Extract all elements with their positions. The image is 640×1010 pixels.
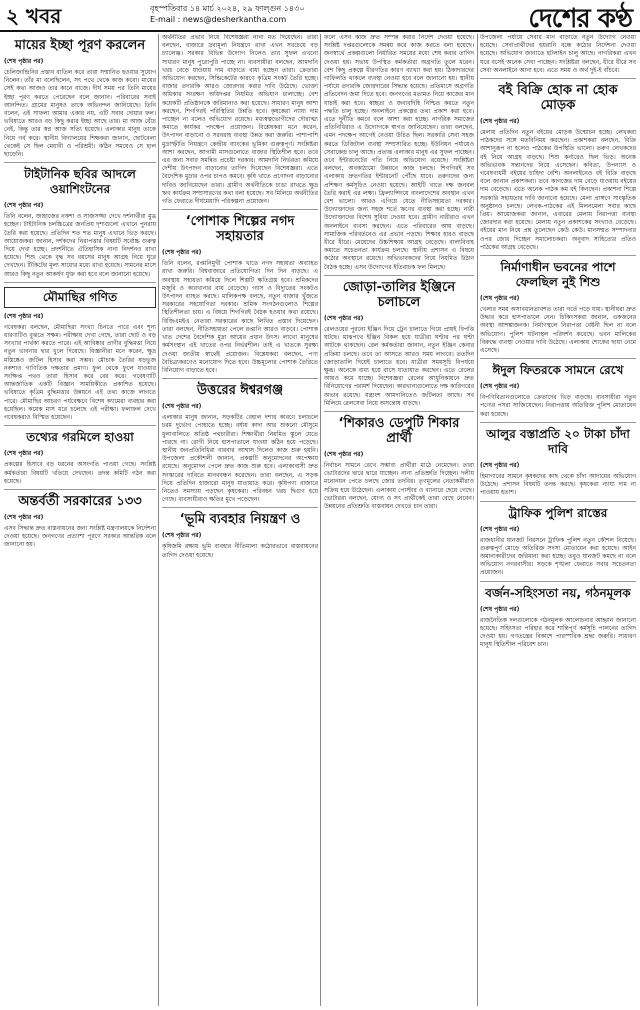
masthead-meta	[150, 3, 305, 25]
article-separator	[162, 209, 318, 210]
article-body: রাজধানীর যানজট নিরসনে ট্রাফিক পুলিশ নতুন কৌশল নিয়েছে। গুরুত্বপূর্ণ মোড়ে অতিরিক্ত সদস্য মোতায়েন করা হয়েছে। আইন অমান্যকারীদের জরিমানা করা হচ্ছে। তবুও যানজট কমছে না বলে অভিযোগ নগরবাসীর। সড়কে শৃঙ্খলা ফেরাতে সবার সচেতনতা প্রয়োজন।	[480, 536, 636, 577]
article-headline: নির্মাণাধীন ভবনের পাশে ফেলছিল নুই শিশু	[500, 260, 616, 290]
column-divider	[477, 34, 478, 1006]
article-body: রাজনৈতিক দলগুলোকে গঠনমূলক আলোচনার আহ্বান জানানো হয়েছে। সহিংসতা পরিহার করে শান্তিপূর্ণ কর্মসূচি পালনের তাগিদ দেওয়া হয়। গণতন্ত্রের বিকাশে পারস্পরিক শ্রদ্ধা জরুরি। সাধারণ মানুষ স্থিতিশীল পরিবেশ চান।	[480, 616, 636, 649]
article	[324, 34, 474, 272]
article	[4, 167, 156, 279]
article-body: গবেষকরা বলছেন, মৌমাছিরা সংখ্যা চিনতে পারে এবং শূন্য ধারণাটিও বুঝতে সক্ষম। পরীক্ষায় দেখা গেছে, তারা ছোট ও বড় সংখ্যার পার্থক্য করতে পারে। এই আবিষ্কার প্রাণীর বুদ্ধিমত্তা নিয়ে নতুন ভাবনার দ্বার খুলে দিয়েছে। বিজ্ঞানীরা মনে করেন, ক্ষুদ্র মস্তিষ্কেও জটিল হিসাব করা সম্ভব। মৌচাক তৈরির ষড়ভুজ নকশাও গাণিতিক দক্ষতার প্রমাণ। ফুল থেকে ফুলে যাওয়ার সংক্ষিপ্ত পথও তারা হিসাব করে বের করে। গবেষণাটি আন্তর্জাতিক একটি বিজ্ঞান সাময়িকীতে প্রকাশিত হয়েছে। ভবিষ্যতে কৃত্রিম বুদ্ধিমত্তার উন্নয়নে এই তথ্য কাজে লাগতে পারে। মৌমাছির আচরণ পর্যবেক্ষণে বিশেষ ক্যামেরা ব্যবহার করা হয়েছিল। কয়েক মাস ধরে চলেছে এই পরীক্ষা। ফলাফল দেখে গবেষকরাও বিস্মিত হয়েছেন।	[4, 323, 156, 422]
article-byline: (শেষ পৃষ্ঠার পর)	[4, 450, 44, 458]
article-byline: (শেষ পৃষ্ঠার পর)	[324, 450, 364, 458]
article	[480, 586, 636, 650]
article	[4, 38, 156, 159]
article-separator	[480, 501, 636, 502]
article	[4, 430, 156, 486]
column-4	[480, 34, 636, 1006]
article-separator	[4, 282, 156, 283]
article-separator	[4, 162, 156, 163]
article-separator	[480, 255, 636, 256]
article-separator	[162, 507, 318, 508]
page-label: ২ খবর	[6, 4, 62, 28]
article-body: প্রকল্পের হিসাবে বড় ধরনের অসংগতি পাওয়া গেছে। সংশ্লিষ্ট কর্মকর্তারা বিষয়টি খতিয়ে দেখছেন। তদন্ত কমিটি গঠন করা হয়েছে।	[4, 461, 156, 485]
article-headline: বই বিক্রি হোক না হোক মোড়ক	[498, 83, 618, 114]
article-body: উপজেলা পর্যায়ে সেবার মান বাড়াতে নতুন উদ্যোগ নেওয়া হয়েছে। সেবাপ্রার্থীদের হয়রানি বন্ধে কঠোর নির্দেশনা দেওয়া হয়েছে। অভিযোগ জানাতে হটলাইন চালু আছে। নাগরিকরা এখন ঘরে বসেই অনেক সেবা পাচ্ছেন। সংশ্লিষ্টরা বলছেন, ধীরে ধীরে সব সেবা অনলাইনে আনা হবে। এতে সময় ও অর্থ দুই-ই বাঁচবে।	[480, 34, 636, 74]
masthead	[0, 0, 640, 32]
article-byline: (শেষ পৃষ্ঠার পর)	[4, 58, 44, 65]
article-byline: (শেষ পৃষ্ঠার পর)	[480, 525, 520, 533]
article-headline: তথ্যের গরমিলে হাওয়া	[26, 430, 134, 445]
date-line: বৃহস্পতিবার ১৪ মার্চ ২০২৪, ২৯ ফাল্গুন ১৪৩০	[150, 4, 305, 13]
article-headline: ট্রাফিক পুলিশ রাস্তের	[508, 505, 608, 520]
article	[162, 383, 318, 504]
article-body: নির্বাচন সামনে রেখে সম্ভাব্য প্রার্থীরা মাঠে নেমেছেন। তারা ভোটারদের দ্বারে দ্বারে যাচ্ছেন। নানা প্রতিশ্রুতি দিচ্ছেন। দলীয় মনোনয়ন পেতে চলছে জোর তদবির। তৃণমূলের নেতাকর্মীরাও সক্রিয় হয়ে উঠেছেন। এলাকায় পোস্টার ও ব্যানারে ছেয়ে গেছে। ভোটাররা বলছেন, যোগ্য ও সৎ প্রার্থীকেই তারা বেছে নেবেন। উন্নয়নের প্রতিশ্রুতি বাস্তবায়ন দেখতে চান তারা।	[324, 461, 474, 510]
article-byline: (শেষ পৃষ্ঠার পর)	[480, 118, 520, 126]
article-separator	[162, 378, 318, 379]
article	[162, 34, 318, 206]
article-body: মেলায় প্রতিদিন নতুন বইয়ের মোড়ক উন্মোচন হচ্ছে। লেখকরা পাঠকদের সঙ্গে মতবিনিময় করছেন। প্রকাশকরা বলছেন, বিক্রি আশানুরূপ না হলেও পাঠকের উপস্থিতি ভালো। তরুণ লেখকদের বই নিয়ে আগ্রহ বাড়ছে। শিশু কর্নারেও ছিল ভিড়। অনেক অভিভাবক সন্তানদের নিয়ে এসেছেন। কবিতা, উপন্যাস ও গবেষণাধর্মী বইয়ের চাহিদা বেশি। অনলাইনেও বই বিক্রি বাড়ছে বলে জানান প্রকাশকরা। তবে কাগজের দাম বেড়ে যাওয়ায় বইয়ের দাম বেড়েছে। এতে অনেক পাঠক কম বই কিনছেন। প্রকাশনা শিল্পে সরকারি সহায়তার দাবি জানানো হয়েছে। মেলা প্রাঙ্গণে সাংস্কৃতিক অনুষ্ঠানও চলছে। লেখক-পাঠকের এই মিলনমেলা সবার কাছে প্রিয়। আয়োজকরা জানান, এবারের মেলায় নিরাপত্তা ব্যবস্থা জোরদার করা হয়েছে। মেলায় নতুন প্রকাশকের সংখ্যাও বেড়েছে। বইয়ের মান নিয়ে প্রশ্ন তুলেছেন কেউ কেউ। মানসম্মত সম্পাদনার ওপর জোর দিচ্ছেন সমালোচকরা। অনুবাদ সাহিত্যের প্রতিও পাঠকের আগ্রহ বেড়েছে।	[480, 129, 636, 251]
article-headline: ‘শিকারও ডেপুটি শিকার প্রার্থী	[338, 415, 460, 446]
article-body: তিনি বলেন, রপ্তানিমুখী পোশাক খাতে নগদ সহায়তা অব্যাহত রাখা জরুরি। বিশ্ববাজারে প্রতিযোগিতা দিন দিন বাড়ছে। এ অবস্থায় সহায়তা কমিয়ে দিলে শিল্পটি ক্ষতিগ্রস্ত হবে। শ্রমিকদের মজুরি ও কারখানার ব্যয় বেড়েছে। গ্যাস ও বিদ্যুতের সংকটও উৎপাদন ব্যাহত করছে। মালিকপক্ষ বলছে, নতুন বাজার খুঁজতে সরকারের সহযোগিতা দরকার। শ্রমিক সংগঠনগুলোও শিল্পের স্থিতিশীলতা চায়। এ বিষয়ে শিগগিরই বৈঠক হওয়ার কথা রয়েছে। বিজিএমইএ নেতারা সরকারের কাছে লিখিত প্রস্তাব দিয়েছেন। তারা বলছেন, নীতিসহায়তা পেলে রপ্তানি আরও বাড়বে। পোশাক খাত দেশের বৈদেশিক মুদ্রা আয়ের প্রধান উৎস। লাখো মানুষের কর্মসংস্থান এই খাতের ওপর নির্ভরশীল। তাই এ খাতকে সুরক্ষা দেওয়া জাতীয় স্বার্থেই প্রয়োজন। বিশ্লেষকরা বলছেন, পণ্য বৈচিত্র্যকরণেও মনোযোগ দিতে হবে। উচ্চমূল্যের পোশাক তৈরিতে বিনিয়োগ বাড়াতে হবে।	[162, 260, 318, 374]
column-2	[162, 34, 318, 1006]
article	[480, 427, 636, 498]
article-headline: ‘ভূমি ব্যবহার নিয়ন্ত্রণ ও	[179, 512, 301, 528]
article	[480, 83, 636, 252]
article-headline: মৌমাছির গণিত	[4, 287, 156, 308]
article-body: বিপণিবিতানগুলোতে ক্রেতাদের ভিড় বাড়ছে। ব্যবসায়ীরা নতুন পণ্যের পসরা সাজিয়েছেন। নিরাপত্তায় অতিরিক্ত পুলিশ মোতায়েন করা হয়েছে।	[480, 394, 636, 418]
article-headline: আলুর বস্তাপ্রতি ২০ টাকা চাঁদা দাবি	[486, 426, 630, 456]
article-body: এলাকার মানুষ জানান, সড়কটির বেহাল দশার কারণে চলাচলে চরম দুর্ভোগ পোহাতে হচ্ছে। বর্ষায় কাদা আর শুকনো মৌসুমে ধুলাবালিতে অতিষ্ঠ পথচারীরা। শিক্ষার্থীরা নিয়মিত স্কুলে যেতে পারছে না। রোগী নিয়ে হাসপাতালে যাওয়া কঠিন হয়ে পড়েছে। স্থানীয় জনপ্রতিনিধিরা বারবার আশ্বাস দিলেও কাজ শুরু হয়নি। উপজেলা প্রকৌশলী জানান, প্রকল্পটি অনুমোদনের অপেক্ষায় রয়েছে। অনুমোদন পেলে দ্রুত কাজ শুরু হবে। এলাকাবাসী দ্রুত সংস্কারের দাবিতে মানববন্ধন করেছেন। তারা বলছেন, এ সড়ক দিয়ে প্রতিদিন হাজারো মানুষ যাতায়াত করে। কৃষিপণ্য বাজারে নিতেও সমস্যায় পড়ছেন কৃষকেরা। পরিবহন খরচ দ্বিগুণ হয়ে গেছে। ব্যবসায়ীরাও ক্ষতির মুখে পড়েছেন।	[162, 414, 318, 504]
article-headline: মায়ের ইচ্ছা পূরণ করলেন	[14, 38, 146, 53]
article-body: খেলার সময় অসাবধানতাবশত তারা গর্তে পড়ে যায়। স্থানীয়রা দ্রুত উদ্ধার করে হাসপাতালে নেন। চিকিৎসকরা জানান, একজনের অবস্থা আশঙ্কাজনক। নির্মাণস্থলে নিরাপত্তা বেষ্টনী ছিল না বলে অভিযোগ। পুলিশ ঘটনাস্থল পরিদর্শন করেছে। ভবন মালিকের বিরুদ্ধে ব্যবস্থা নেওয়ার দাবি উঠেছে। এলাকায় শোকের ছায়া নেমে এসেছে।	[480, 306, 636, 355]
article-body: ফলে এসব কাজ দ্রুত সম্পন্ন করার নির্দেশ দেওয়া হয়েছে। সংশ্লিষ্ট দপ্তরগুলোকে সমন্বয় করে কাজ করতে বলা হয়েছে। জনস্বার্থে প্রকল্পগুলো নির্ধারিত সময়ের মধ্যে শেষ করার তাগিদ দেওয়া হয়। সভায় উপস্থিত কর্মকর্তারা অগ্রগতি তুলে ধরেন। বেশ কিছু প্রকল্পে ধীরগতির কারণ ব্যাখ্যা করা হয়। ঠিকাদারদের গাফিলতি থাকলে ব্যবস্থা নেওয়া হবে বলে জানানো হয়। স্থানীয় পর্যায়ে তদারকি জোরদারের সিদ্ধান্ত হয়েছে। প্রতিমাসে অগ্রগতি প্রতিবেদন জমা দিতে হবে। জনগণের মতামত নিয়ে কাজের মান যাচাই করা হবে। স্বচ্ছতা ও জবাবদিহি নিশ্চিত করতে নতুন পদ্ধতি চালু হচ্ছে। অনলাইনে প্রকল্পের তথ্য প্রকাশ করা হবে। এতে দুর্নীতি কমবে বলে আশা করা হচ্ছে। নাগরিক সমাজের প্রতিনিধিরাও এ উদ্যোগকে স্বাগত জানিয়েছেন। তারা বলছেন, এমন পদক্ষেপ আগেই নেওয়া উচিত ছিল। সরকারি সেবা সহজ করতে ডিজিটাল ব্যবস্থা সম্প্রসারিত হচ্ছে। ইউনিয়ন পর্যায়েও সেবাকেন্দ্র চালু আছে। প্রত্যন্ত এলাকার মানুষ এর সুফল পাচ্ছেন। তবে ইন্টারনেটের গতি নিয়ে অভিযোগ রয়েছে। সংশ্লিষ্টরা বলছেন, অবকাঠামো উন্নয়নে কাজ চলছে। শিগগিরই সব এলাকায় দ্রুতগতির ইন্টারনেট পৌঁছে যাবে। তরুণদের জন্য প্রশিক্ষণ কর্মসূচিও নেওয়া হয়েছে। আইটি খাতে দক্ষ জনবল তৈরি করাই এর লক্ষ্য। ফ্রিল্যান্সিংয়ে বাংলাদেশের অবস্থান এখন বেশ ভালো। আরও এগিয়ে যেতে নীতিসহায়তা দরকার। উদ্যোক্তাদের জন্য সহজ শর্তে ঋণের ব্যবস্থা করা হচ্ছে। নারী উদ্যোক্তাদের বিশেষ সুবিধা দেওয়া হবে। গ্রামীণ নারীরাও এখন অনলাইনে ব্যবসা করছেন। এতে পরিবারের আয় বাড়ছে। সামাজিক পরিবর্তনেও এর প্রভাব পড়ছে। শিক্ষার হারও বাড়ছে ধীরে ধীরে। মেয়েদের উচ্চশিক্ষায় আগ্রহ বেড়েছে। বাল্যবিবাহ কমাতে সচেতনতা কার্যক্রম চলছে। স্থানীয় প্রশাসন এ বিষয়ে কঠোর অবস্থানে রয়েছে। অভিভাবকদের নিয়ে নিয়মিত উঠান বৈঠক হচ্ছে। এসব উদ্যোগের ইতিবাচক ফল মিলছে।	[324, 34, 474, 271]
article-separator	[480, 581, 636, 582]
article-headline: বর্জন-সহিংসতা নয়, গঠনমূলক	[485, 585, 631, 600]
article-body: চেলিজান্দ্রিনির প্রস্তাব বাতিল করে তারা সম্মানিত হওয়ার সুযোগ নিলেন। তাঁর মা বলেছিলেন, সৎ পথে থেকে কাজ করো। মায়ের সেই কথা আজও তার কানে বাজে। দীর্ঘ সময় পর তিনি মায়ের ইচ্ছা পূরণ করতে পেরেছেন বলে জানান। পরিবারের সবাই আনন্দিত। গ্রামের মানুষও তাকে অভিনন্দন জানিয়েছে। তিনি বলেন, এই সাফল্য আমার একার নয়, এটি সবার দোয়ার ফল। ভবিষ্যতে আরও বড় কিছু করার ইচ্ছা আছে তার। মা আজ বেঁচে নেই, কিন্তু তার স্বপ্ন আজ সত্যি হয়েছে। এলাকার মানুষ তাকে নিয়ে গর্ব করে। স্থানীয় বিদ্যালয়ের শিক্ষকরা জানান, ছোটবেলা থেকেই সে ছিল মেধাবী ও পরিশ্রমী। কঠিন সময়েও সে হাল ছাড়েনি।	[4, 69, 156, 159]
article	[480, 34, 636, 75]
article-separator	[480, 358, 636, 359]
email-line: E-mail : news@desherkantha.com	[150, 15, 287, 24]
newspaper-logo: দেশের কণ্ঠ	[528, 4, 632, 34]
article-separator	[480, 78, 636, 79]
article-headline: জোড়া-তালির ইঞ্জিনে চলাচলে	[342, 279, 456, 310]
article-byline: (শেষ পৃষ্ঠার পর)	[480, 383, 520, 391]
article-separator	[480, 422, 636, 423]
article-body: রেলওয়ের পুরনো ইঞ্জিন দিয়ে ট্রেন চালাতে গিয়ে প্রায়ই বিপত্তি ঘটছে। মাঝপথে ইঞ্জিন বিকল হয়ে যাত্রীরা ঘণ্টার পর ঘণ্টা আটকে থাকছেন। রেল কর্মকর্তারা জানান, নতুন ইঞ্জিন কেনার প্রক্রিয়া চলছে। তবে তা আসতে আরও সময় লাগবে। ততদিন জোড়াতালি দিয়েই চালাতে হবে। যাত্রীরা সময়সূচি বিপর্যয়ে ক্ষুব্ধ। অনেকে বাধ্য হয়ে বাসে যাতায়াত করছেন। এতে রেলের আয়ও কমে যাচ্ছে। বিশেষজ্ঞরা রেলের আধুনিকায়নে দ্রুত বিনিয়োগের পরামর্শ দিয়েছেন। কারখানাগুলোতে দক্ষ কারিগরের অভাব রয়েছে। যন্ত্রাংশ আমদানিতেও জটিলতা আছে। সব মিলিয়ে রেলসেবা নিয়ে অসন্তোষ বাড়ছে।	[324, 325, 474, 407]
article-byline: (শেষ পৃষ্ঠার পর)	[162, 532, 202, 540]
article	[480, 506, 636, 578]
article-byline: (শেষ পৃষ্ঠার পর)	[4, 513, 44, 521]
article	[162, 214, 318, 375]
article-separator	[324, 411, 474, 412]
column-divider	[320, 34, 321, 1006]
column-divider	[158, 34, 159, 1006]
article-byline: (শেষ পৃষ্ঠার পর)	[162, 403, 202, 411]
article-body: তিনি বলেন, জাহাজের নকশা ও সাজসজ্জা দেখে দর্শনার্থীরা মুগ্ধ হচ্ছেন। টাইটানিক চলচ্চিত্রের জনপ্রিয় দৃশ্যগুলো এখানে পুনরায় তৈরি করা হয়েছে। প্রতিদিন শত শত মানুষ এখানে ভিড় করছে। আয়োজকরা জানান, দর্শকদের নিরাপত্তার বিষয়টি সর্বোচ্চ গুরুত্ব দিয়ে দেখা হচ্ছে। প্রদর্শনীতে ঐতিহাসিক নানা নিদর্শনও রাখা হয়েছে। শিশু থেকে বৃদ্ধ সব বয়সের মানুষ আগ্রহ নিয়ে ঘুরে দেখছেন। টিকিটের মূল্য সাধ্যের মধ্যে রাখা হয়েছে। সামনের মাসে আরও কিছু নতুন আকর্ষণ যুক্ত করা হবে বলে জানানো হয়েছে।	[4, 213, 156, 278]
article-headline: ‘পোশাক শিল্পের নগদ সহায়তার	[185, 214, 295, 245]
article-separator	[4, 425, 156, 426]
article-byline: (শেষ পৃষ্ঠার পর)	[480, 461, 520, 469]
article-byline: (শেষ পৃষ্ঠার পর)	[480, 605, 520, 613]
column-3	[324, 34, 474, 1006]
article-body: অর্থনীতির প্রভাব নিয়ে বিশেষজ্ঞরা নানা মত দিয়েছেন। তারা বলছেন, বাজারে দ্রব্যমূল্য নিয়ন্ত্রণে রাখা এখন সবচেয়ে বড় চ্যালেঞ্জ। সরকার বিভিন্ন উদ্যোগ নিলেও তার সুফল এখনো সাধারণ মানুষ পুরোপুরি পাচ্ছে না। ব্যবসায়ীরা বলছেন, আমদানি খরচ বেড়ে যাওয়ায় দাম বাড়াতে বাধ্য হচ্ছেন তারা। ক্রেতারা অভিযোগ করছেন, সিন্ডিকেটের কারণে কৃত্রিম সংকট তৈরি হচ্ছে। বাজার তদারকি আরও জোরদার করার দাবি উঠেছে। ভোক্তা অধিকার সংরক্ষণ অধিদপ্তর নিয়মিত অভিযান চালাচ্ছে। বেশ কয়েকটি প্রতিষ্ঠানকে জরিমানাও করা হয়েছে। সাধারণ মানুষ আশা করছেন, শিগগিরই পরিস্থিতির উন্নতি হবে। কৃষকেরা ন্যায্য দাম পাচ্ছেন না বলেও অভিযোগ রয়েছে। মধ্যস্বত্বভোগীদের দৌরাত্ম্য কমাতে কার্যকর পদক্ষেপ প্রয়োজন। বিশ্লেষকরা মনে করেন, উৎপাদন বাড়ানো ও সরবরাহ ব্যবস্থা উন্নত করা জরুরি। পাশাপাশি মুদ্রাস্ফীতি নিয়ন্ত্রণে কেন্দ্রীয় ব্যাংকের ভূমিকা গুরুত্বপূর্ণ। সংশ্লিষ্টরা আশা করছেন, আগামী মাসগুলোতে বাজার স্থিতিশীল হবে। তবে এর জন্য সবার সমন্বিত প্রচেষ্টা দরকার। আমদানি নির্ভরতা কমিয়ে দেশীয় উৎপাদন বাড়ানোর তাগিদ দিয়েছেন বিশেষজ্ঞরা। এতে বৈদেশিক মুদ্রার ওপর চাপও কমবে। কৃষি খাতে প্রণোদনা বাড়ানোর দাবিও জানিয়েছেন তারা। গ্রামীণ অর্থনীতিকে চাঙা রাখতে ক্ষুদ্র ঋণ কার্যক্রম সম্প্রসারণের কথা বলা হয়েছে। সব মিলিয়ে অর্থনীতির গতি ফেরাতে দীর্ঘমেয়াদি পরিকল্পনা প্রয়োজন।	[162, 34, 318, 206]
article-headline: টাইটানিক ছবির আদলে ওয়াশিংটনের	[24, 167, 136, 197]
article-headline: অন্তর্বর্তী সরকারের ১৩৩	[18, 493, 142, 509]
article-byline: (শেষ পৃষ্ঠার পর)	[324, 314, 364, 322]
article	[4, 494, 156, 550]
article-separator	[324, 275, 474, 276]
article	[480, 260, 636, 355]
article	[324, 416, 474, 511]
article-headline: ঈদুল ফিতরকে সামনে রেখে	[492, 363, 624, 378]
article-body: এসব সিদ্ধান্ত দ্রুত বাস্তবায়নের জন্য সংশ্লিষ্ট মন্ত্রণালয়কে নির্দেশনা দেওয়া হয়েছে। জনগণের প্রত্যাশা পূরণে সরকার আন্তরিক বলে জানানো হয়।	[4, 524, 156, 549]
article-body: কৃষিজমি রক্ষায় ভূমি ব্যবহার নীতিমালা কঠোরভাবে বাস্তবায়নের তাগিদ দেওয়া হয়েছে।	[162, 543, 318, 559]
article-headline: উত্তরের ঈশ্বরগঞ্জ	[196, 383, 284, 399]
article	[162, 512, 318, 559]
article-byline: (শেষ পৃষ্ঠার পর)	[162, 249, 202, 257]
article-body: হিমাগারের সামনে কৃষকদের কাছ থেকে চাঁদা আদায়ের অভিযোগ উঠেছে। প্রশাসন বিষয়টি তদন্ত করছে। কৃষকেরা ন্যায্য দাম না পাওয়ায় হতাশ।	[480, 472, 636, 497]
article-separator	[4, 489, 156, 490]
article-byline: (শেষ পৃষ্ঠার পর)	[4, 202, 44, 210]
article	[4, 287, 156, 422]
column-1	[4, 34, 156, 1006]
article-byline: (শেষ পৃষ্ঠার পর)	[480, 295, 520, 303]
article-byline: (শেষ পৃষ্ঠার পর)	[4, 312, 44, 320]
article	[324, 280, 474, 408]
article	[480, 363, 636, 419]
